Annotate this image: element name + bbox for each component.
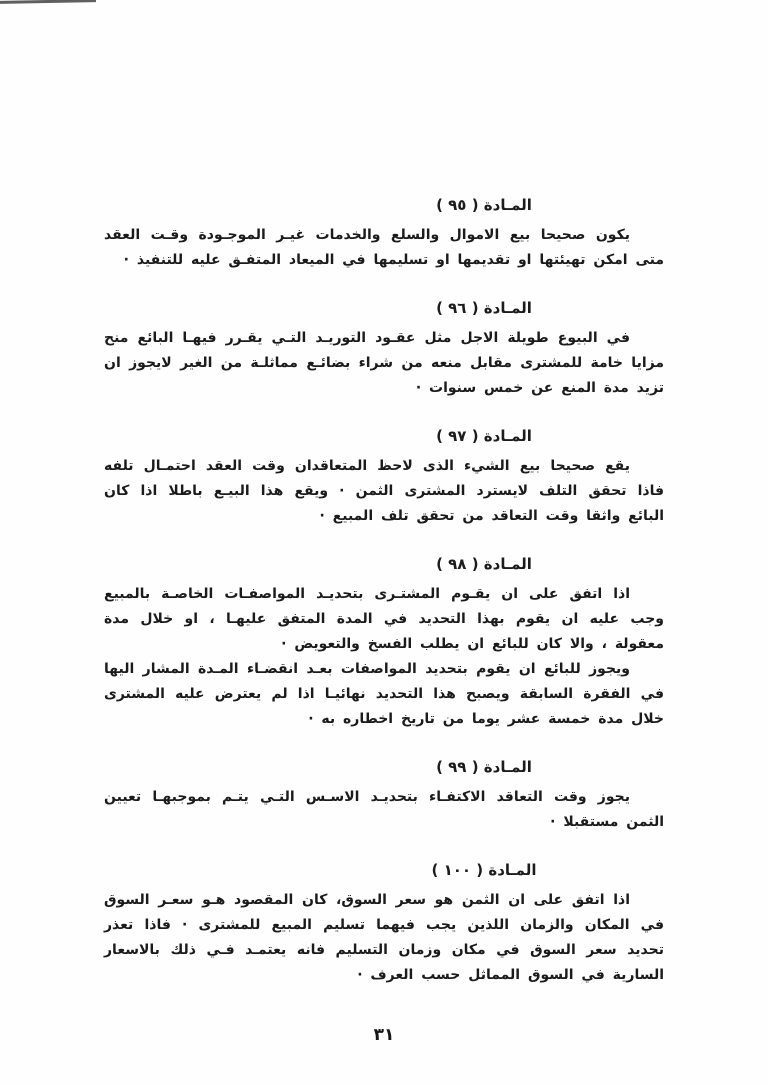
article-99 bbox=[104, 758, 664, 835]
article-96-title: المـادة ( ٩٦ ) bbox=[436, 299, 532, 317]
scan-artifact bbox=[0, 0, 96, 4]
article-96 bbox=[104, 299, 664, 401]
article-98-title: المـادة ( ٩٨ ) bbox=[436, 555, 532, 573]
article-99-title: المـادة ( ٩٩ ) bbox=[436, 758, 532, 776]
article-98-paragraph-1: اذا اتفق على ان يقـوم المشتـرى بتحديـد المواصفـات الخاصـة بالمبيع وجب عليه ان يقوم بهذا التحديد في المدة المتفق عليهـا ، او خلال مدة معقولة ، والا كان للبائع ان يطلب الفسخ والتعويض · bbox=[104, 586, 664, 652]
article-98 bbox=[104, 555, 664, 732]
article-95-paragraph-1: يكون صحيحا بيع الاموال والسلع والخدمات غيـر الموجـودة وقـت العقد متى امكن تهيئتها او تقديمها او تسليمها في الميعاد المتفـق عليه للتنفيذ · bbox=[104, 227, 664, 268]
article-97-paragraph-1: يقع صحيحا بيع الشيء الذى لاحظ المتعاقدان وقت العقد احتمـال تلفه فاذا تحقق التلف لايسترد المشترى الثمن · ويقع هذا البيـع باطلا اذا كان البائع واثقا وقت التعاقد من تحقق تلف المبيع · bbox=[104, 458, 664, 524]
article-97-title: المـادة ( ٩٧ ) bbox=[436, 427, 532, 445]
article-100-paragraph-1: اذا اتفق على ان الثمن هو سعر السوق، كان المقصود هـو سعـر السوق في المكان والزمان اللذين يجب فيهما تسليم المبيع للمشترى · فاذا تعذر تحديد سعر السوق في مكان وزمان التسليم فانه يعتمـد فـي ذلك بالاسعار السارية في السوق المماثل حسب العرف · bbox=[104, 892, 664, 983]
article-100-title: المـادة ( ١٠٠ ) bbox=[431, 861, 537, 879]
article-100 bbox=[104, 861, 664, 988]
article-95-title: المـادة ( ٩٥ ) bbox=[436, 196, 532, 214]
page-number: ٣١ bbox=[373, 1025, 395, 1045]
article-99-paragraph-1: يجوز وقت التعاقد الاكتفـاء بتحديـد الاسـس التـي يتـم بموجبهـا تعيين الثمن مستقبلا · bbox=[104, 789, 664, 830]
article-97 bbox=[104, 427, 664, 529]
document-content bbox=[104, 196, 664, 1014]
article-98-paragraph-2: ويجوز للبائع ان يقوم بتحديد المواصفات بعـد انقضـاء المـدة المشار اليها في الفقرة السابقة ويصبح هذا التحديد نهائيـا اذا لم يعترض عليه المشترى خلال مدة خمسة عشر يوما من تاريخ اخطاره به · bbox=[104, 661, 664, 727]
article-95 bbox=[104, 196, 664, 273]
article-96-paragraph-1: في البيوع طويلة الاجل مثل عقـود التوريـد التـي يقـرر فيهـا البائع منح مزايا خامة للمشترى مقابل منعه من شراء بضائـع مماثلـة من الغير لايجوز ان تزيد مدة المنع عن خمس سنوات · bbox=[104, 330, 664, 396]
